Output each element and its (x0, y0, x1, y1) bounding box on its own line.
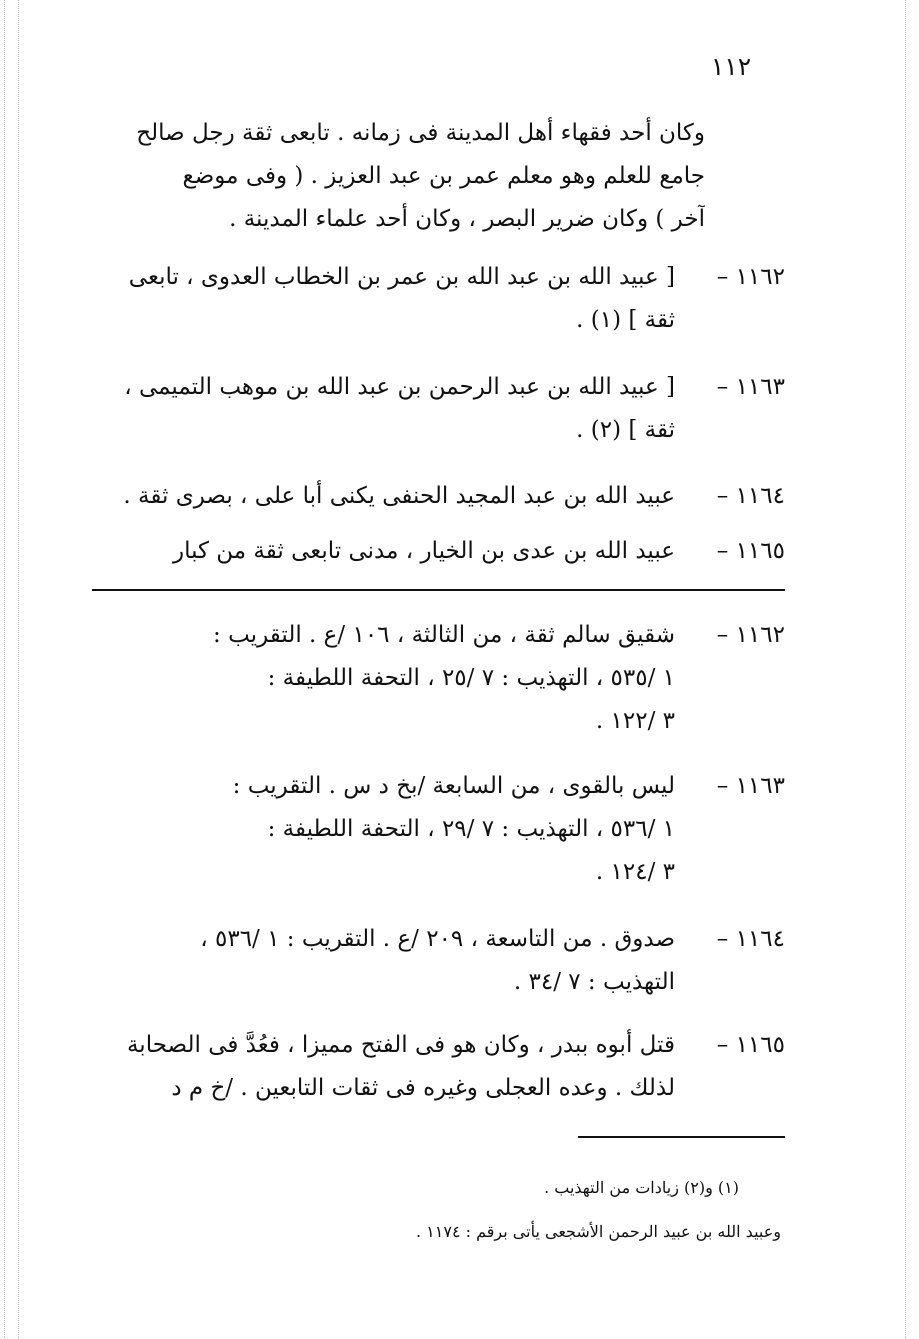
entry-line: ثقة ] (١) . (576, 307, 675, 333)
note-line: ٣ /١٢٤ . (595, 859, 675, 885)
note-line: ليس بالقوى ، من السابعة /بخ د س . التقريب : (232, 773, 675, 799)
note-line: ٣ /١٢٢ . (595, 708, 675, 734)
note-line: ١ /٥٣٦ ، التهذيب : ٧ /٢٩ ، التحفة اللطيفة : (267, 816, 675, 842)
entry-number: ١١٦٤ – (716, 483, 785, 509)
entry-line: [ عبيد الله بن عبد الرحمن بن عبد الله بن موهب التميمى ، (124, 374, 675, 400)
entry-number: ١١٦٢ – (716, 264, 785, 290)
entry-1164 (95, 475, 675, 518)
note-1162 (95, 614, 675, 743)
note-1163 (95, 765, 675, 894)
note-line: قتل أبوه ببدر ، وكان هو فى الفتح مميزا ، فعُدَّ فى الصحابة (126, 1032, 675, 1058)
intro-line: جامع للعلم وهو معلم عمر بن عبد العزيز . ( وفى موضع (182, 163, 705, 189)
entry-line: عبيد الله بن عبد المجيد الحنفى يكنى أبا على ، بصرى ثقة . (123, 483, 675, 509)
footnote-cross-reference: وعبيد الله بن عبيد الرحمن الأشجعى يأتى برقم : ١١٧٤ . (416, 1222, 781, 1241)
page-number: ١١٢ (710, 52, 752, 81)
note-number: ١١٦٥ – (716, 1032, 785, 1058)
note-number: ١١٦٤ – (716, 926, 785, 952)
entry-1165 (95, 530, 675, 573)
entry-line: عبيد الله بن عدى بن الخيار ، مدنى تابعى ثقة من كبار (172, 538, 675, 564)
entry-1162 (95, 256, 675, 342)
note-line: صدوق . من التاسعة ، ٢٠٩ /ع . التقريب : ١ /٥٣٦ ، (200, 926, 675, 952)
note-number: ١١٦٢ – (716, 622, 785, 648)
note-1164 (95, 918, 675, 1004)
note-line: لذلك . وعده العجلى وغيره فى ثقات التابعين . /خ م د (171, 1075, 675, 1101)
intro-line: وكان أحد فقهاء أهل المدينة فى زمانه . تابعى ثقة رجل صالح (136, 120, 705, 146)
note-line: التهذيب : ٧ /٣٤ . (513, 969, 675, 995)
footnote-1-2: (١) و(٢) زيادات من التهذيب . (544, 1178, 739, 1197)
entry-1163 (95, 366, 675, 452)
entry-line: ثقة ] (٢) . (576, 417, 675, 443)
entry-line: [ عبيد الله بن عبد الله بن عمر بن الخطاب العدوى ، تابعى (128, 264, 675, 290)
intro-line: آخر ) وكان ضرير البصر ، وكان أحد علماء المدينة . (229, 206, 705, 232)
entry-number: ١١٦٣ – (716, 374, 785, 400)
scan-edge-right (905, 0, 906, 1339)
scan-edge-left (4, 0, 5, 1339)
note-1165 (95, 1024, 675, 1110)
entry-number: ١١٦٥ – (716, 538, 785, 564)
scan-edge-left-inner (18, 0, 19, 1339)
note-line: ١ /٥٣٥ ، التهذيب : ٧ /٢٥ ، التحفة اللطيفة : (267, 665, 675, 691)
intro-paragraph (95, 112, 705, 241)
footnote-divider (578, 1136, 785, 1138)
text-divider (92, 589, 785, 591)
note-line: شقيق سالم ثقة ، من الثالثة ، ١٠٦ /ع . التقريب : (213, 622, 675, 648)
note-number: ١١٦٣ – (716, 773, 785, 799)
